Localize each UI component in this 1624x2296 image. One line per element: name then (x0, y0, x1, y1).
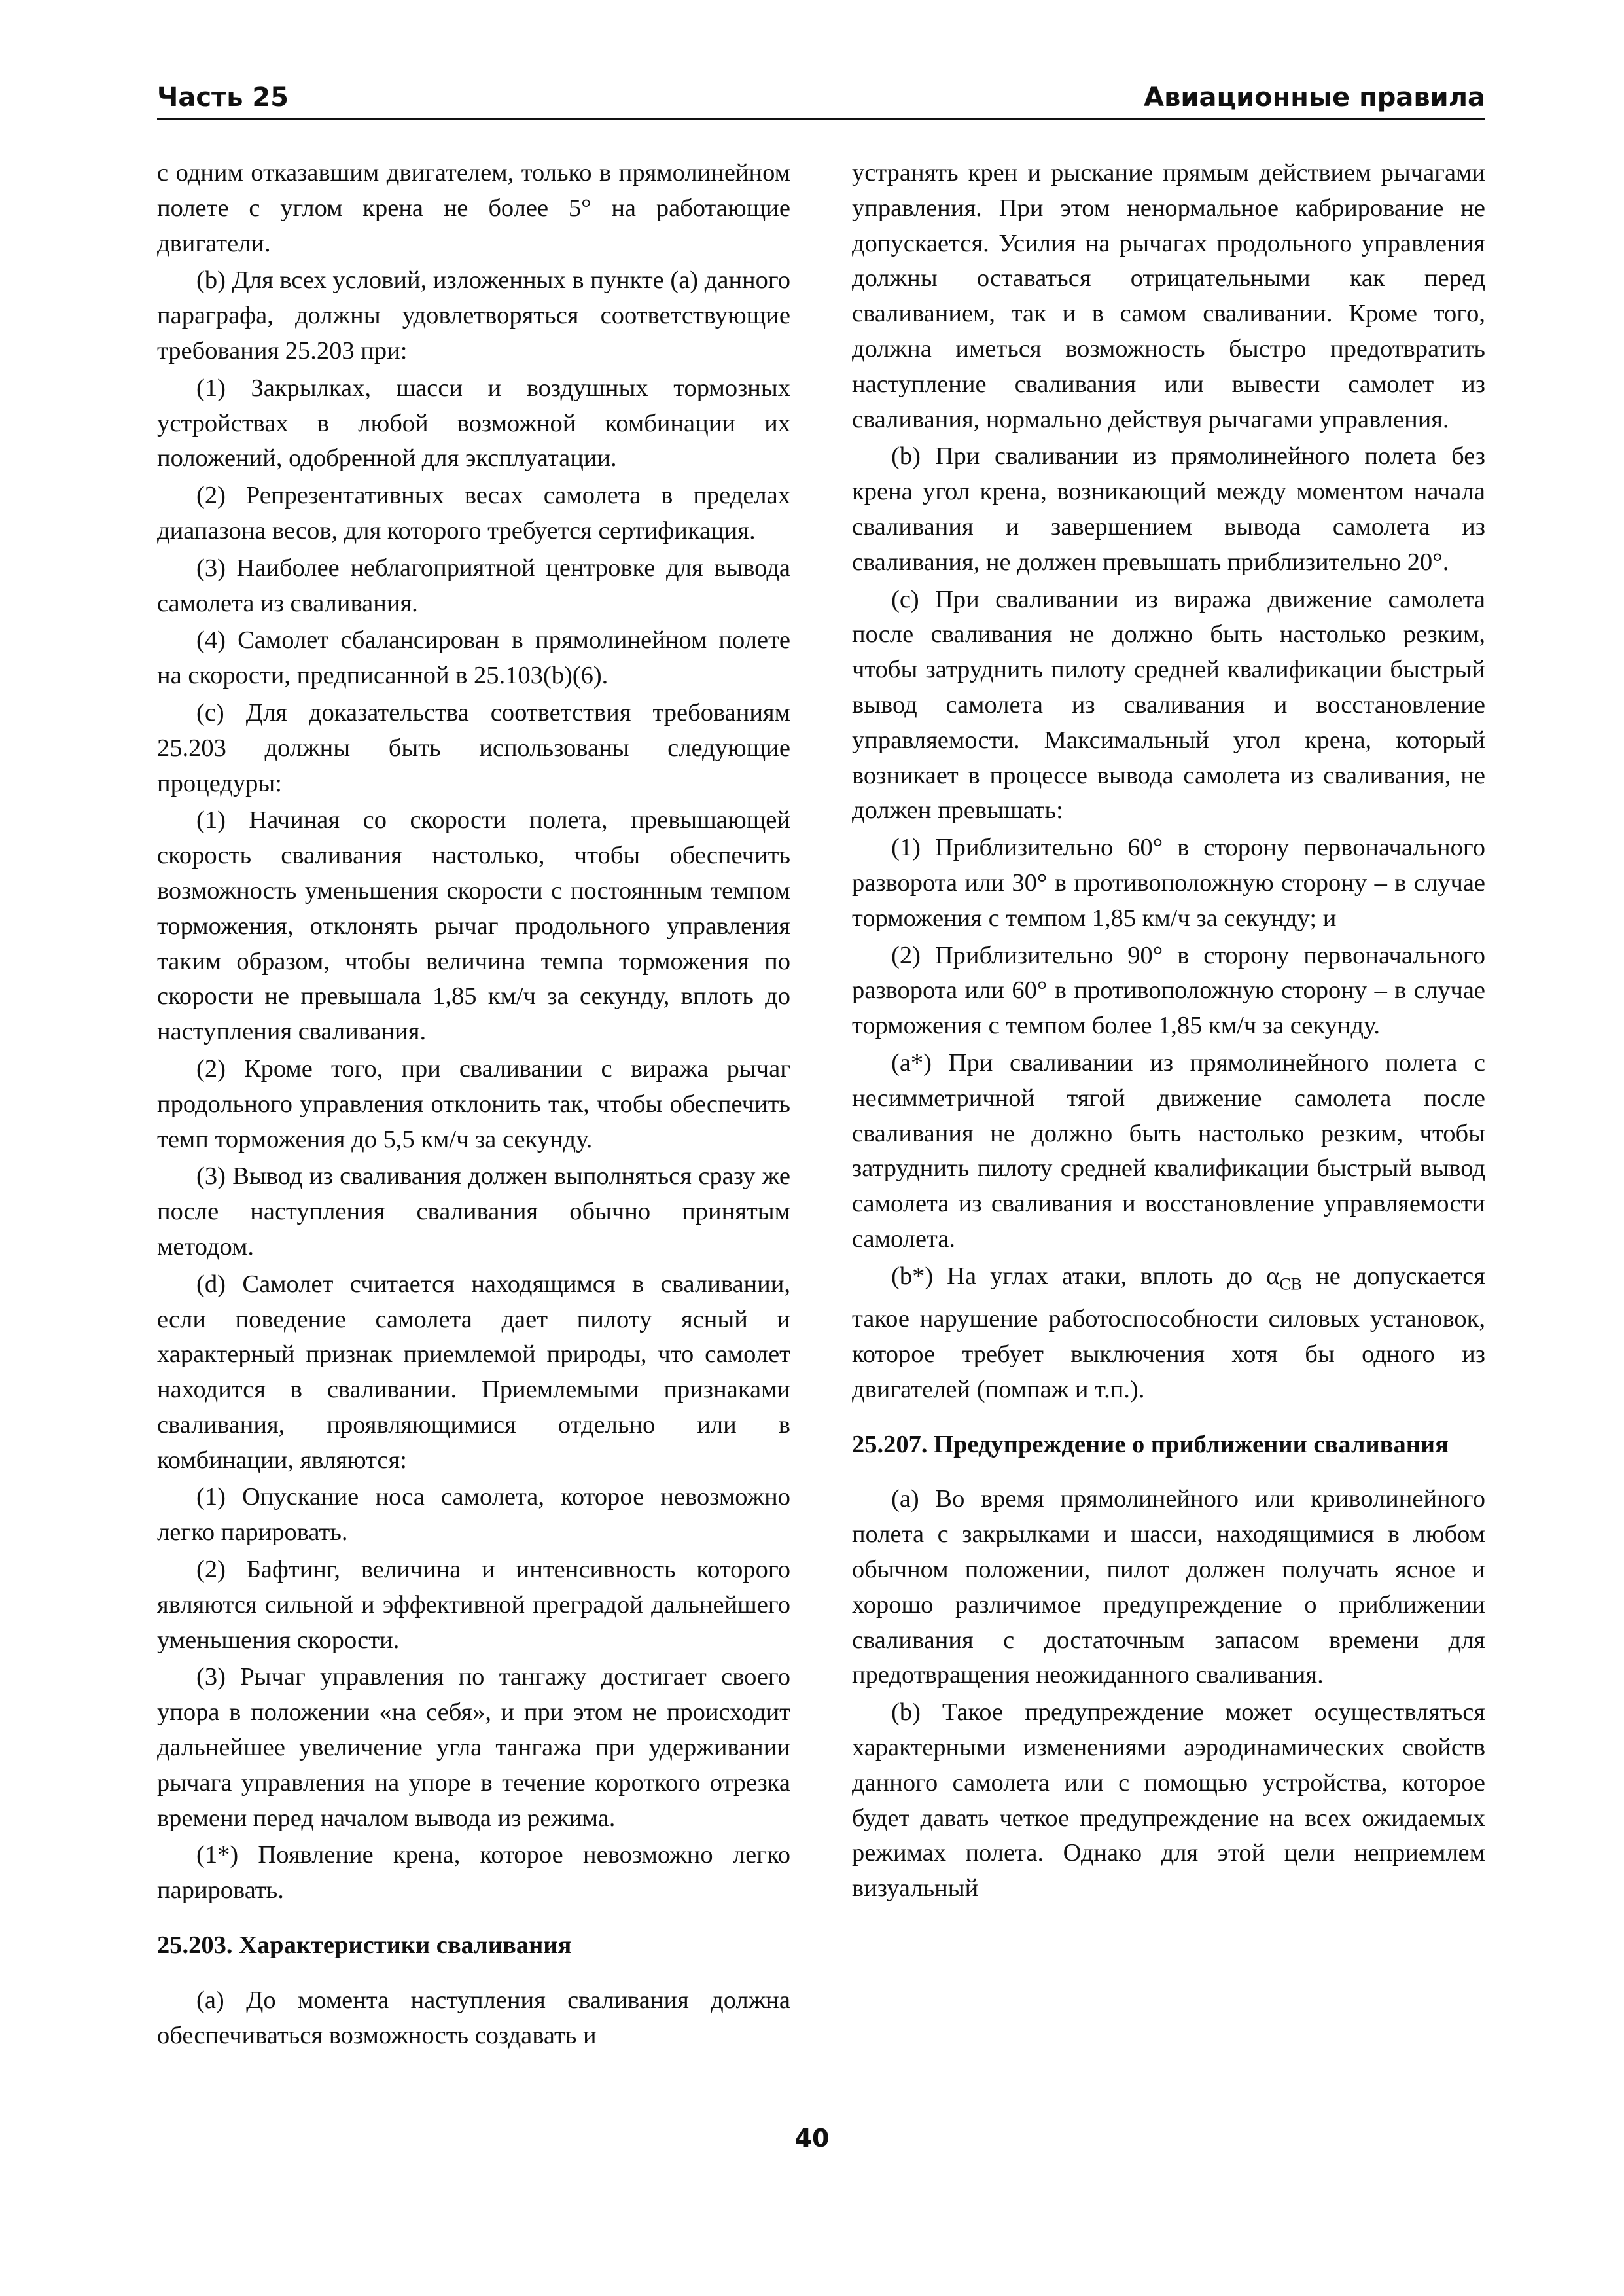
paragraph: (3) Рычаг управления по тангажу достигает своего упора в положении «на себя», и при этом не происходит дальнейшее увеличение угла тангажа при удерживании рычага управления на упоре в течение короткого отрезка времени перед началом вывода из режима. (157, 1663, 790, 1832)
paragraph: (3) Вывод из сваливания должен выполняться сразу же после наступления сваливания обычно принятым методом. (157, 1162, 790, 1261)
left-column (157, 156, 790, 2055)
right-column (852, 156, 1485, 1909)
paragraph: (1) Опускание носа самолета, которое невозможно легко парировать. (157, 1483, 790, 1547)
paragraph: (2) Приблизительно 90° в сторону первоначального разворота или 60° в противоположную сторону – в случае торможения с темпом более 1,85 км/ч за секунду. (852, 941, 1485, 1040)
paragraph: (а*) При сваливании из прямолинейного полета с несимметричной тягой движение самолета после сваливания не должно быть настолько резким, чтобы затруднить пилоту средней квалификации быстрый вывод самолета из сваливания и восстановление управляемости самолета. (852, 1049, 1485, 1253)
paragraph: (1) Приблизительно 60° в сторону первоначального разворота или 30° в противоположную сторону – в случае торможения с темпом 1,85 км/ч за секунду; и (852, 834, 1485, 932)
running-header (157, 77, 1485, 120)
header-part: Часть 25 (157, 82, 289, 113)
paragraph: с одним отказавшим двигателем, только в прямолинейном полете с углом крена не более 5° на работающие двигатели. (157, 159, 790, 257)
paragraph: (3) Наиболее неблагоприятной центровке для вывода самолета из сваливания. (157, 554, 790, 617)
paragraph: (2) Репрезентативных весах самолета в пределах диапазона весов, для которого требуется сертификация. (157, 482, 790, 545)
paragraph: (с) Для доказательства соответствия требованиям 25.203 должны быть использованы следующие процедуры: (157, 698, 790, 797)
paragraph: (1) Закрылках, шасси и воздушных тормозных устройствах в любой возможной комбинации их положений, одобренной для эксплуатации. (157, 374, 790, 473)
section-heading-25-203: 25.203. Характеристики сваливания (157, 1931, 572, 1960)
paragraph: устранять крен и рыскание прямым действием рычагами управления. При этом ненормальное кабрирование не допускается. Усилия на рычагах продольного управления должны оставаться отрицательными как перед сваливанием, так и в самом сваливании. Кроме того, должна иметься возможность быстро предотвратить наступление сваливания или вывести самолет из сваливания, нормально действуя рычагами управления. (852, 159, 1485, 433)
paragraph: (b) Для всех условий, изложенных в пункте (а) данного параграфа, должны удовлетворяться соответствующие требования 25.203 при: (157, 266, 790, 365)
paragraph: (2) Бафтинг, величина и интенсивность которого являются сильной и эффективной преградой дальнейшего уменьшения скорости. (157, 1556, 790, 1654)
paragraph (852, 1259, 1485, 1408)
paragraph: (2) Кроме того, при сваливании с виража рычаг продольного управления отклонить так, чтобы обеспечить темп торможения до 5,5 км/ч за секунду. (157, 1054, 790, 1153)
paragraph: (с) При сваливании из виража движение самолета после сваливания не должно быть настолько резким, чтобы затруднить пилоту средней квалификации быстрый вывод самолета из сваливания и восстановление управляемости. Максимальный угол крена, который возникает в процессе вывода самолета из сваливания, не должен превышать: (852, 585, 1485, 825)
header-title: Авиационные правила (1144, 82, 1485, 113)
paragraph-text: (b*) На углах атаки, вплоть до α (891, 1262, 1280, 1290)
paragraph: (b) Такое предупреждение может осуществляться характерными изменениями аэродинамических свойств данного самолета или с помощью устройства, которое будет давать четкое предупреждение на всех ожидаемых режимах полета. Однако для этой цели неприемлем визуальный (852, 1698, 1485, 1903)
section-heading-25-207: 25.207. Предупреждение о приближении сваливания (852, 1430, 1449, 1458)
page-number: 40 (794, 2124, 830, 2153)
alpha-subscript: СВ (1279, 1274, 1303, 1294)
paragraph-text: не допускается такое нарушение работоспособности силовых установок, которое требует выключения хотя бы одного из двигателей (помпаж и т.п.). (852, 1262, 1485, 1403)
paragraph: (1) Начиная со скорости полета, превышающей скорость сваливания настолько, чтобы обеспечить возможность уменьшения скорости с постоянным темпом торможения, отклонять рычаг продольного управления таким образом, чтобы величина темпа торможения по скорости не превышала 1,85 км/ч за секунду, вплоть до наступления сваливания. (157, 806, 790, 1046)
paragraph: (b) При сваливании из прямолинейного полета без крена угол крена, возникающий между моментом начала сваливания и завершением вывода самолета из сваливания, не должен превышать приблизительно 20°. (852, 442, 1485, 576)
paragraph: (d) Самолет считается находящимся в сваливании, если поведение самолета дает пилоту ясный и характерный признак приемлемой природы, что самолет находится в сваливании. Приемлемыми признаками сваливания, проявляющимися отдельно или в комбинации, являются: (157, 1270, 790, 1474)
paragraph: (4) Самолет сбалансирован в прямолинейном полете на скорости, предписанной в 25.103(b)(6). (157, 626, 790, 690)
paragraph: (а) До момента наступления сваливания должна обеспечиваться возможность создавать и (157, 1986, 790, 2049)
paragraph: (а) Во время прямолинейного или криволинейного полета с закрылками и шасси, находящимися в любом обычном положении, пилот должен получать ясное и хорошо различимое предупреждение о приближении сваливания с достаточным запасом времени для предотвращения неожиданного сваливания. (852, 1485, 1485, 1689)
paragraph: (1*) Появление крена, которое невозможно легко парировать. (157, 1841, 790, 1905)
